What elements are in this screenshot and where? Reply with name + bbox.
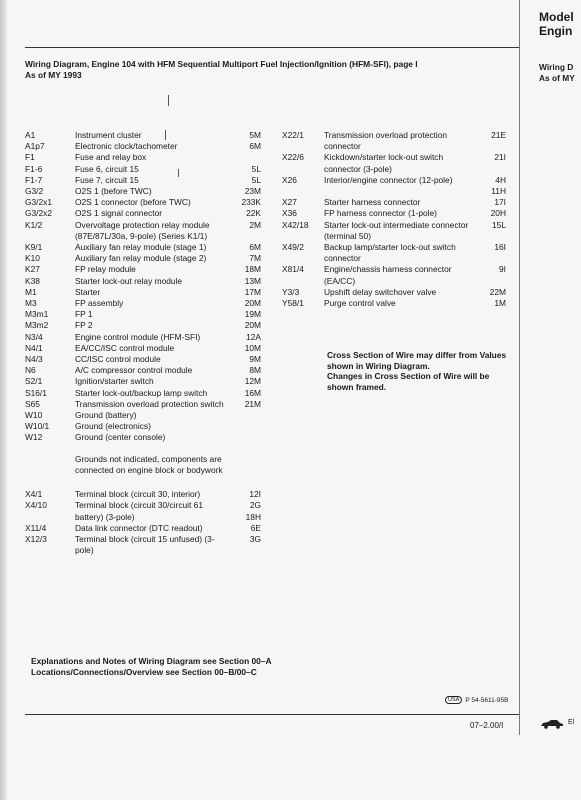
component-loc: 4H 11H [491, 174, 506, 197]
component-desc: Starter harness connector [324, 197, 421, 208]
component-code: X49/2 [282, 242, 304, 253]
component-desc: Kickdown/starter lock-out switch connector (3-pole) [324, 152, 444, 174]
component-row [25, 332, 261, 343]
component-code: K38 [25, 275, 40, 286]
component-desc: Auxiliary fan relay module (stage 2) [75, 253, 207, 264]
component-code: Y58/1 [282, 298, 304, 309]
component-desc: FP assembly [75, 298, 124, 309]
component-desc: FP harness connector (1-pole) [324, 208, 437, 219]
component-loc: 5L [251, 174, 261, 185]
adjacent-title-line-2: Engin [539, 24, 573, 38]
component-desc: Electronic clock/tachometer [75, 141, 178, 152]
component-row [25, 130, 261, 141]
component-code: K9/1 [25, 242, 43, 253]
usa-badge: USA [445, 696, 462, 704]
component-code: K10 [25, 253, 40, 264]
component-desc: Starter lock-out/backup lamp switch [75, 387, 208, 398]
component-code: W12 [25, 432, 43, 443]
component-code: F1 [25, 152, 35, 163]
adjacent-sub-line-1: Wiring D [539, 62, 574, 72]
component-loc: 21M [244, 398, 261, 409]
component-code: M1 [25, 286, 37, 297]
component-row [282, 175, 506, 197]
component-code: N4/1 [25, 342, 43, 353]
explain-line-1: Explanations and Notes of Wiring Diagram see Section 00–A [31, 656, 272, 666]
component-code: X36 [282, 208, 297, 219]
note-line-1: Cross Section of Wire may differ from Values shown in Wiring Diagram. [327, 350, 507, 371]
component-row [25, 152, 261, 163]
note-line-2: Changes in Cross Section of Wire will be shown framed. [327, 371, 490, 392]
component-code: M3m2 [25, 320, 49, 331]
component-row [25, 242, 261, 253]
component-code: A1p7 [25, 141, 45, 152]
component-desc: Terminal block (circuit 30/circuit 61 battery) (3-pole) [75, 500, 203, 522]
component-desc: Starter lock-out intermediate connector (terminal 50) [324, 219, 469, 241]
component-desc: Engine/chassis harness connector (EA/CC) [324, 264, 452, 286]
component-code: S2/1 [25, 376, 43, 387]
component-loc: 12I [249, 489, 261, 500]
component-row [25, 534, 261, 556]
component-loc: 18M [244, 264, 261, 275]
component-loc: 22K [246, 208, 261, 219]
component-desc: Starter [75, 286, 101, 297]
component-desc: O2S 1 connector (before TWC) [75, 197, 191, 208]
component-loc [231, 152, 261, 163]
adjacent-sub-line-2: As of MY [539, 73, 575, 83]
component-desc: Fuse and relay box [75, 152, 147, 163]
component-row [25, 164, 261, 175]
component-loc: 20H [490, 208, 506, 219]
component-loc: 9M [249, 354, 261, 365]
component-row [25, 220, 261, 242]
scan-edge-shadow [0, 0, 7, 800]
component-desc: Terminal block (circuit 15 unfused) (3-pole) [75, 533, 215, 556]
component-code: K27 [25, 264, 40, 275]
component-desc: Fuse 7, circuit 15 [75, 174, 139, 185]
component-row [25, 320, 261, 331]
section-references [31, 656, 272, 678]
component-row [25, 208, 261, 219]
component-row [25, 264, 261, 275]
component-loc: 7M [249, 253, 261, 264]
adjacent-page-title [539, 10, 574, 38]
component-loc: 17M [244, 286, 261, 297]
title-line-1: Wiring Diagram, Engine 104 with HFM Sequential Multiport Fuel Injection/Ignition (HFM-SFI), page I [25, 59, 418, 69]
component-row [282, 130, 506, 152]
component-row [25, 388, 261, 399]
component-list-left [25, 130, 261, 556]
component-code: M3 [25, 298, 37, 309]
adjacent-footer-text: El [568, 719, 575, 726]
component-row [25, 421, 261, 432]
component-desc: O2S 1 signal connector [75, 208, 163, 219]
component-row [282, 264, 506, 286]
component-loc: 16M [244, 387, 261, 398]
component-loc: 233K [241, 197, 261, 208]
component-desc: Upshift delay switchover valve [324, 286, 437, 297]
component-desc: FP 2 [75, 320, 93, 331]
component-desc: A/C compressor control module [75, 365, 193, 376]
component-loc: 6M [249, 242, 261, 253]
component-desc: Ground (electronics) [75, 421, 151, 432]
component-row [25, 309, 261, 320]
grounds-note: Grounds not indicated, components are connected on engine block or bodywork [75, 453, 223, 475]
adjacent-page-subtitle [539, 62, 575, 84]
component-row [25, 523, 261, 534]
component-loc: 10M [244, 342, 261, 353]
component-loc: 5L [251, 163, 261, 174]
component-code: N4/3 [25, 354, 43, 365]
component-loc [231, 421, 261, 432]
component-code: G3/2x1 [25, 197, 53, 208]
page-fold-line [519, 0, 520, 735]
component-code: X4/1 [25, 489, 43, 500]
component-desc: O2S 1 (before TWC) [75, 186, 152, 197]
component-desc: FP relay module [75, 264, 136, 275]
component-code: S65 [25, 398, 40, 409]
scan-mark [168, 95, 169, 106]
component-code: W10/1 [25, 421, 50, 432]
component-loc: 20M [244, 320, 261, 331]
component-row [282, 298, 506, 309]
component-row [25, 432, 261, 443]
component-code: M3m1 [25, 309, 49, 320]
component-loc: 20M [244, 298, 261, 309]
component-loc: 6M [249, 141, 261, 152]
page-title [25, 59, 515, 81]
component-code: Y3/3 [282, 286, 300, 297]
component-desc: Transmission overload protection switch [75, 398, 224, 409]
explain-line-2: Locations/Connections/Overview see Section 00–B/00–C [31, 667, 257, 677]
component-list-right [282, 130, 506, 309]
component-loc [231, 432, 261, 443]
component-loc: 9I [499, 264, 506, 275]
component-code: F1-6 [25, 163, 43, 174]
part-number: P 54-5611-95B [465, 696, 509, 704]
component-code: X26 [282, 174, 297, 185]
component-desc: Starter lock-out relay module [75, 275, 183, 286]
component-code: F1-7 [25, 174, 43, 185]
component-code: X11/4 [25, 522, 47, 533]
component-code: W10 [25, 410, 43, 421]
component-desc: EA/CC/ISC control module [75, 342, 175, 353]
component-code: N6 [25, 365, 36, 376]
component-desc: FP 1 [75, 309, 93, 320]
component-desc: Ground (battery) [75, 410, 137, 421]
component-loc: 15L [492, 219, 506, 230]
component-row [25, 141, 261, 152]
component-row [25, 343, 261, 354]
component-row [282, 197, 506, 208]
component-row [25, 410, 261, 421]
component-row [25, 287, 261, 298]
component-row [282, 208, 506, 219]
component-desc: Auxiliary fan relay module (stage 1) [75, 242, 207, 253]
title-line-2: As of MY 1993 [25, 70, 82, 80]
component-loc: 16I [494, 242, 506, 253]
component-row [282, 220, 506, 242]
component-code: A1 [25, 130, 36, 140]
component-row [282, 152, 506, 174]
component-loc: 3G [249, 533, 261, 544]
component-code: G3/2 [25, 186, 44, 197]
component-row [25, 197, 261, 208]
component-row [25, 298, 261, 309]
component-code: N3/4 [25, 331, 43, 342]
component-code: X22/6 [282, 152, 304, 163]
component-loc: 2M [249, 219, 261, 230]
component-desc: Ground (center console) [75, 432, 166, 443]
wire-section-note [327, 350, 507, 392]
component-loc: 21I [494, 152, 506, 163]
component-desc: Terminal block (circuit 30, interior) [75, 489, 201, 500]
component-loc: 2G 18H [245, 500, 261, 522]
component-code: G3/2x2 [25, 208, 53, 219]
component-desc: Instrument cluster [75, 130, 142, 140]
component-row [25, 500, 261, 522]
component-code: X12/3 [25, 533, 47, 544]
component-row [25, 253, 261, 264]
component-desc: Backup lamp/starter lock-out switch connector [324, 242, 456, 264]
component-loc [231, 410, 261, 421]
component-row [25, 489, 261, 500]
component-desc: Engine control module (HFM-SFI) [75, 331, 201, 342]
component-code: X27 [282, 197, 297, 208]
component-desc: Ignition/starter switch [75, 376, 154, 387]
top-divider [25, 47, 519, 48]
component-desc: Fuse 6, circuit 15 [75, 163, 139, 174]
component-loc: 12M [244, 376, 261, 387]
component-loc: 12A [246, 331, 261, 342]
component-desc: Data link connector (DTC readout) [75, 522, 203, 533]
part-number-block [445, 696, 508, 704]
bottom-divider [25, 714, 519, 715]
component-code: X22/1 [282, 130, 304, 140]
component-loc: 6E [250, 522, 261, 533]
component-loc: 1M [494, 298, 506, 309]
component-code: X4/10 [25, 500, 47, 511]
component-row [282, 287, 506, 298]
component-desc: CC/ISC control module [75, 354, 161, 365]
component-row [25, 186, 261, 197]
component-row [25, 399, 261, 410]
component-row [25, 365, 261, 376]
component-row [25, 354, 261, 365]
component-row [25, 376, 261, 387]
component-loc: 19M [244, 309, 261, 320]
component-row [282, 242, 506, 264]
component-loc: 23M [244, 186, 261, 197]
component-loc: 21E [491, 130, 506, 140]
component-desc: Interior/engine connector (12-pole) [324, 174, 453, 185]
component-row [25, 175, 261, 186]
component-loc: 13M [244, 275, 261, 286]
component-code: S16/1 [25, 387, 47, 398]
component-loc: 17I [494, 197, 506, 208]
component-loc: 8M [249, 365, 261, 376]
component-code: X42/18 [282, 219, 309, 230]
car-icon [540, 719, 564, 729]
component-code: X81/4 [282, 264, 304, 275]
component-desc: Overvoltage protection relay module (87E/87L/30a, 9-pole) (Series K1/1) [75, 219, 210, 241]
component-desc: Purge control valve [324, 298, 396, 309]
component-loc: 22M [489, 286, 506, 297]
page-number: 07–2.00/I [470, 721, 504, 730]
component-code: K1/2 [25, 219, 43, 230]
component-loc: 5M [249, 130, 261, 140]
adjacent-title-line-1: Model [539, 10, 574, 24]
component-row [25, 276, 261, 287]
component-desc: Transmission overload protection connector [324, 130, 448, 152]
